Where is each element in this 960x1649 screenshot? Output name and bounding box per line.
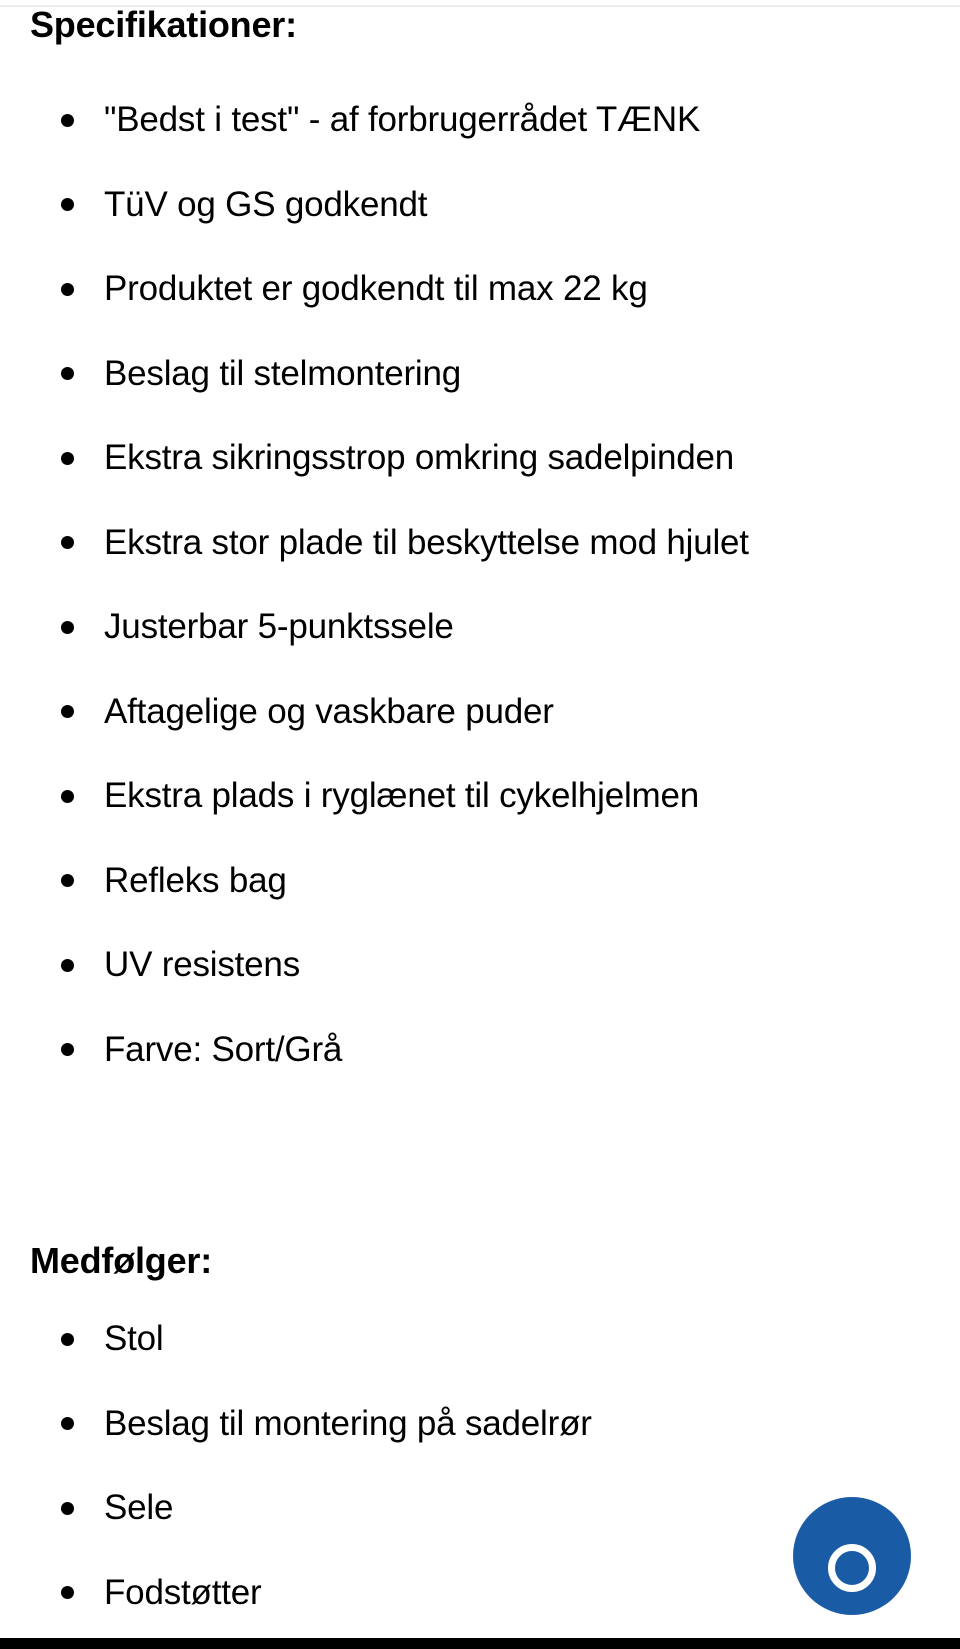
bullet-icon: [61, 1333, 74, 1346]
specs-heading: Specifikationer:: [30, 4, 297, 45]
bullet-icon: [61, 1586, 74, 1599]
bottom-bar: [0, 1638, 960, 1649]
chat-button[interactable]: [793, 1497, 911, 1615]
bullet-icon: [61, 198, 74, 211]
bullet-icon: [61, 790, 74, 803]
bullet-icon: [61, 1417, 74, 1430]
bullet-icon: [61, 1502, 74, 1515]
bullet-icon: [61, 874, 74, 887]
bullet-icon: [61, 959, 74, 972]
bullet-icon: [61, 283, 74, 296]
bullet-icon: [61, 705, 74, 718]
bullet-icon: [61, 452, 74, 465]
bullet-icon: [61, 536, 74, 549]
bullet-icon: [61, 621, 74, 634]
included-heading: Medfølger:: [30, 1240, 212, 1281]
bullet-icon: [61, 367, 74, 380]
bullet-icon: [61, 1043, 74, 1056]
bullet-icon: [61, 114, 74, 127]
chat-bubble-icon: [828, 1544, 876, 1592]
